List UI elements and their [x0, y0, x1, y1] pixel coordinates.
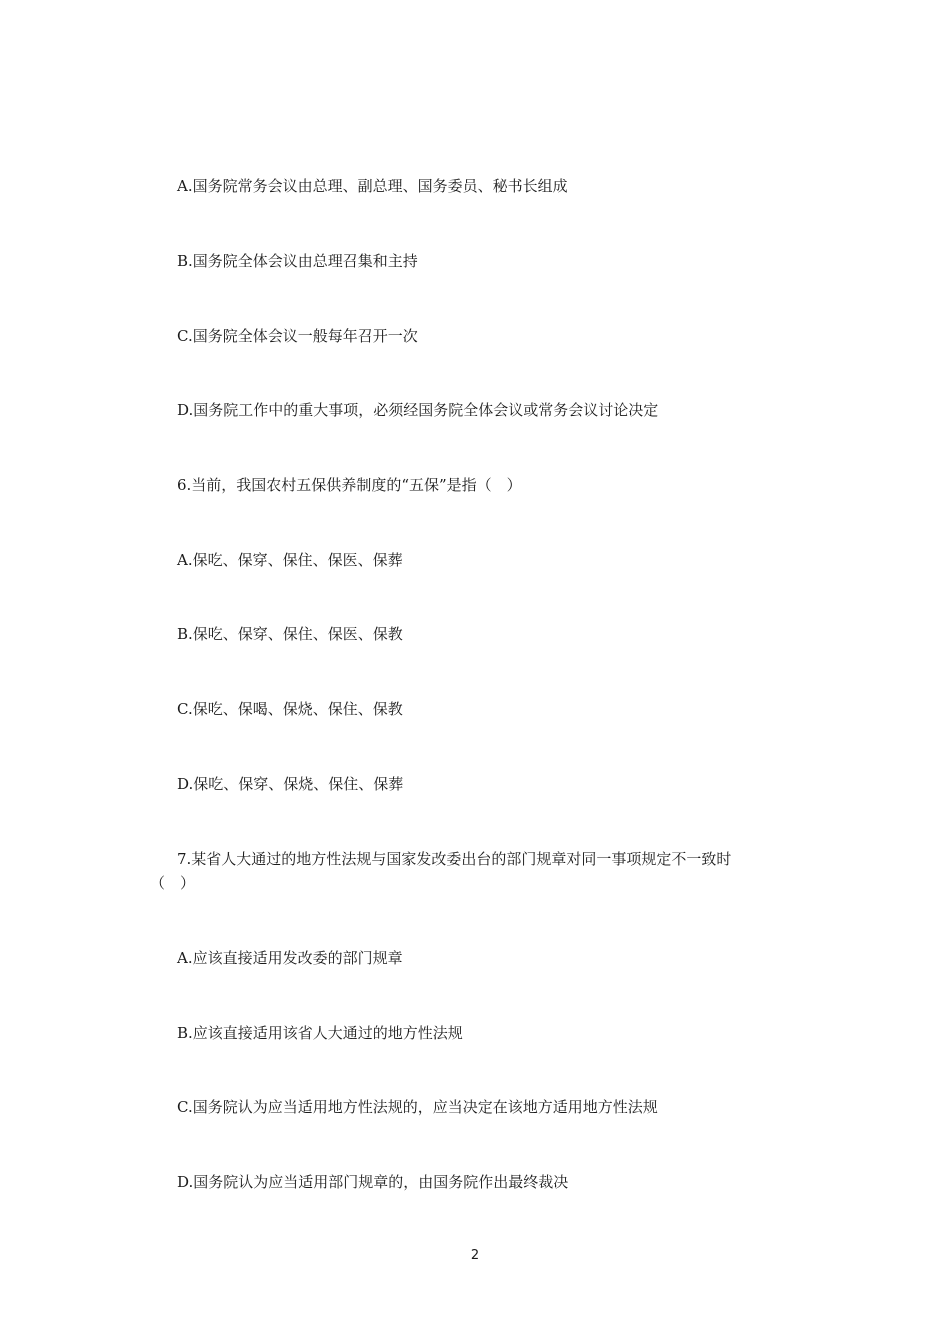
q7-option-b: B.应该直接适用该省人大通过的地方性法规	[177, 1024, 463, 1042]
q6-option-b: B.保吃、保穿、保住、保医、保教	[177, 625, 403, 643]
q5-option-c: C.国务院全体会议一般每年召开一次	[177, 327, 418, 345]
q6-option-d: D.保吃、保穿、保烧、保住、保葬	[177, 775, 404, 793]
q6-stem: 6.当前，我国农村五保供养制度的“五保”是指（ ）	[177, 476, 522, 494]
q6-option-a: A.保吃、保穿、保住、保医、保葬	[177, 551, 403, 569]
q7-stem-line2: （ ）	[150, 874, 196, 892]
q7-stem-line1: 7.某省人大通过的地方性法规与国家发改委出台的部门规章对同一事项规定不一致时	[177, 850, 732, 868]
q5-option-d: D.国务院工作中的重大事项，必须经国务院全体会议或常务会议讨论决定	[177, 401, 659, 419]
q5-option-b: B.国务院全体会议由总理召集和主持	[177, 252, 418, 270]
q5-option-a: A.国务院常务会议由总理、副总理、国务委员、秘书长组成	[177, 177, 568, 195]
q7-option-c: C.国务院认为应当适用地方性法规的，应当决定在该地方适用地方性法规	[177, 1098, 658, 1116]
page-number: 2	[470, 1248, 480, 1263]
q7-option-a: A.应该直接适用发改委的部门规章	[177, 949, 403, 967]
q7-option-d: D.国务院认为应当适用部门规章的，由国务院作出最终裁决	[177, 1173, 569, 1191]
q6-option-c: C.保吃、保喝、保烧、保住、保教	[177, 700, 403, 718]
